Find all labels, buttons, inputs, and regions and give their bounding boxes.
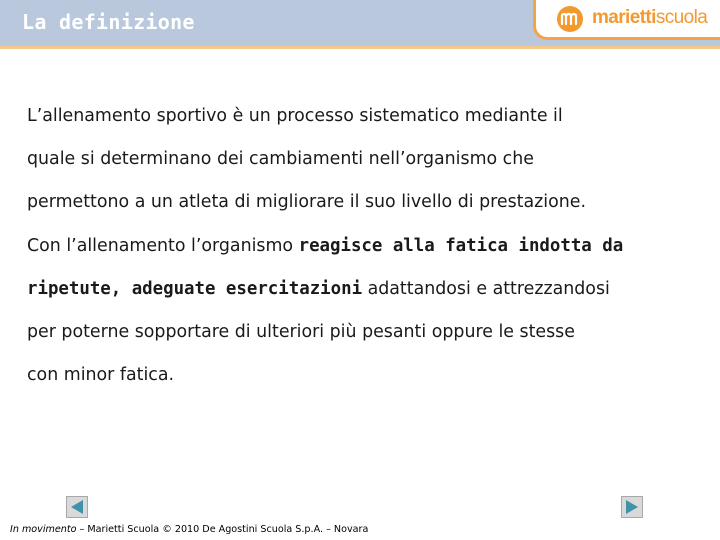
- text-span: Con l’allenamento l’organismo: [27, 235, 299, 256]
- bold-text: reagisce alla fatica indotta da: [298, 235, 624, 256]
- footer-copyright: [10, 524, 368, 535]
- logo-brand-light: scuola: [655, 7, 708, 28]
- text-span: adattandosi e attrezzandosi: [362, 278, 610, 299]
- definition-text: [27, 95, 697, 397]
- definition-line: L’allenamento sportivo è un processo sistematico mediante il: [27, 106, 563, 126]
- marietti-logo-icon: [556, 5, 584, 33]
- publisher-logo: [533, 0, 720, 40]
- arrow-right-icon: [622, 497, 642, 517]
- next-slide-button[interactable]: [621, 496, 643, 518]
- definition-line: quale si determinano dei cambiamenti nell’organismo che: [27, 149, 534, 170]
- definition-line: con minor fatica.: [27, 365, 175, 386]
- footer-text: – Marietti Scuola © 2010 De Agostini Scuola S.p.A. – Novara: [76, 524, 369, 535]
- arrow-left-icon: [67, 497, 87, 517]
- definition-line: [27, 268, 697, 311]
- header-divider: [0, 46, 720, 49]
- logo-wordmark: [592, 7, 707, 29]
- footer-book-title: In movimento: [10, 524, 77, 535]
- definition-line: per poterne sopportare di ulteriori più pesanti oppure le stesse: [27, 322, 575, 343]
- previous-slide-button[interactable]: [66, 496, 88, 518]
- definition-line: permettono a un atleta di migliorare il suo livello di prestazione.: [27, 192, 586, 213]
- definition-line: [27, 225, 697, 268]
- bold-text: ripetute, adeguate esercitazioni: [27, 278, 363, 299]
- logo-brand-bold: marietti: [592, 7, 656, 28]
- page-title: La definizione: [22, 10, 195, 34]
